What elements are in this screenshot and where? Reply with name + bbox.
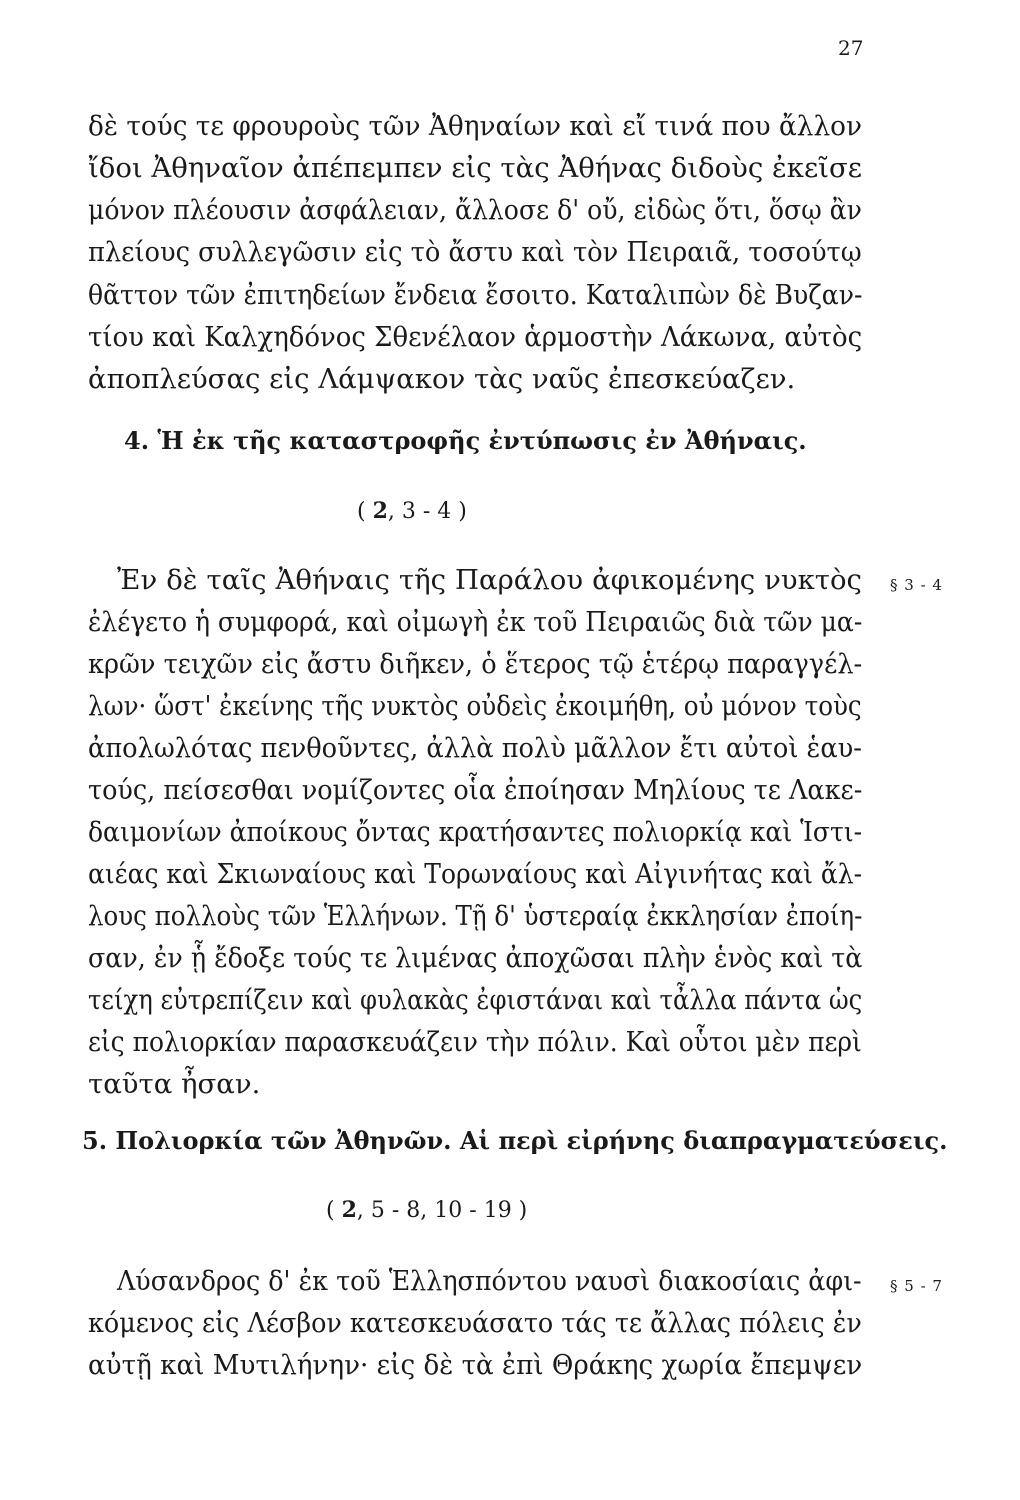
text-line: ἀποπλεύσας εἰς Λάμψακον τὰς ναῦς ἐπεσκεύαζεν. xyxy=(88,363,796,395)
text-line: ἀπολωλότας πενθοῦντες, ἀλλὰ πολὺ μᾶλλον ἔτι αὐτοὶ ἑαυ- xyxy=(88,732,862,764)
text-line: αιέας καὶ Σκιωναίους καὶ Τορωναίους καὶ Αἰγινήτας καὶ ἄλ- xyxy=(88,858,863,890)
page-number: 27 xyxy=(838,36,864,60)
text-line: ταῦτα ἦσαν. xyxy=(88,1068,261,1100)
text-line: ἴδοι Ἀθηναῖον ἀπέπεμπεν εἰς τὰς Ἀθήνας διδοὺς ἐκεῖσε xyxy=(88,152,862,184)
text-line: ἐλέγετο ἡ συμφορά, καὶ οἰμωγὴ ἐκ τοῦ Πειραιῶς διὰ τῶν μα- xyxy=(88,606,863,638)
text-line: τείχη εὐτρεπίζειν καὶ φυλακὰς ἐφιστάναι καὶ τἆλλα πάντα ὡς xyxy=(88,984,863,1016)
text-line: κρῶν τειχῶν εἰς ἄστυ διῆκεν, ὁ ἕτερος τῷ ἑτέρῳ παραγγέλ- xyxy=(88,648,863,680)
text-line: λους πολλοὺς τῶν Ἑλλήνων. Τῇ δ' ὑστεραίᾳ ἐκκλησίαν ἐποίη- xyxy=(88,900,863,932)
text-line: δὲ τούς τε φρουροὺς τῶν Ἀθηναίων καὶ εἴ τινά που ἄλλον xyxy=(88,110,862,142)
source-reference: ( 2, 3 - 4 ) xyxy=(357,498,467,524)
source-reference: ( 2, 5 - 8, 10 - 19 ) xyxy=(326,1197,528,1223)
text-line: τίου καὶ Καλχηδόνος Σθενέλαον ἁρμοστὴν Λάκωνα, αὐτὸς xyxy=(88,321,863,353)
text-line: τούς, πείσεσθαι νομίζοντες οἷα ἐποίησαν Μηλίους τε Λακε- xyxy=(88,774,863,806)
text-line: εἰς πολιορκίαν παρασκευάζειν τὴν πόλιν. Καὶ οὗτοι μὲν περὶ xyxy=(88,1026,862,1058)
text-line: θᾶττον τῶν ἐπιτηδείων ἔνδεια ἔσοιτο. Καταλιπὼν δὲ Βυζαν- xyxy=(88,279,863,311)
margin-note: § 5 - 7 xyxy=(890,1277,943,1295)
text-line: σαν, ἐν ᾗ ἔδοξε τούς τε λιμένας ἀποχῶσαι πλὴν ἑνὸς καὶ τὰ xyxy=(88,942,863,974)
section-heading: 4. Ἡ ἐκ τῆς καταστροφῆς ἐντύπωσις ἐν Ἀθήναις. xyxy=(124,426,807,455)
text-line: λων· ὥστ' ἐκείνης τῆς νυκτὸς οὐδεὶς ἐκοιμήθη, οὐ μόνον τοὺς xyxy=(88,690,862,722)
margin-note: § 3 - 4 xyxy=(890,576,943,594)
text-line: Ἐν δὲ ταῖς Ἀθήναις τῆς Παράλου ἀφικομένης νυκτὸς xyxy=(117,564,862,596)
text-line: πλείους συλλεγῶσιν εἰς τὸ ἄστυ καὶ τὸν Πειραιᾶ, τοσούτῳ xyxy=(88,236,862,268)
text-line: αὐτῇ καὶ Μυτιλήνην· εἰς δὲ τὰ ἐπὶ Θράκης χωρία ἔπεμψεν xyxy=(88,1349,863,1381)
text-line: Λύσανδρος δ' ἐκ τοῦ Ἑλλησπόντου ναυσὶ διακοσίαις ἀφι- xyxy=(117,1265,862,1297)
text-line: κόμενος εἰς Λέσβον κατεσκευάσατο τάς τε ἄλλας πόλεις ἐν xyxy=(88,1307,862,1339)
text-line: δαιμονίων ἀποίκους ὄντας κρατήσαντες πολιορκίᾳ καὶ Ἱστι- xyxy=(88,816,863,848)
text-line: μόνον πλέουσιν ἀσφάλειαν, ἄλλοσε δ' οὔ, εἰδὼς ὅτι, ὅσῳ ἂν xyxy=(88,194,862,226)
section-heading: 5. Πολιορκία τῶν Ἀθηνῶν. Αἱ περὶ εἰρήνης διαπραγματεύσεις. xyxy=(82,1126,948,1155)
